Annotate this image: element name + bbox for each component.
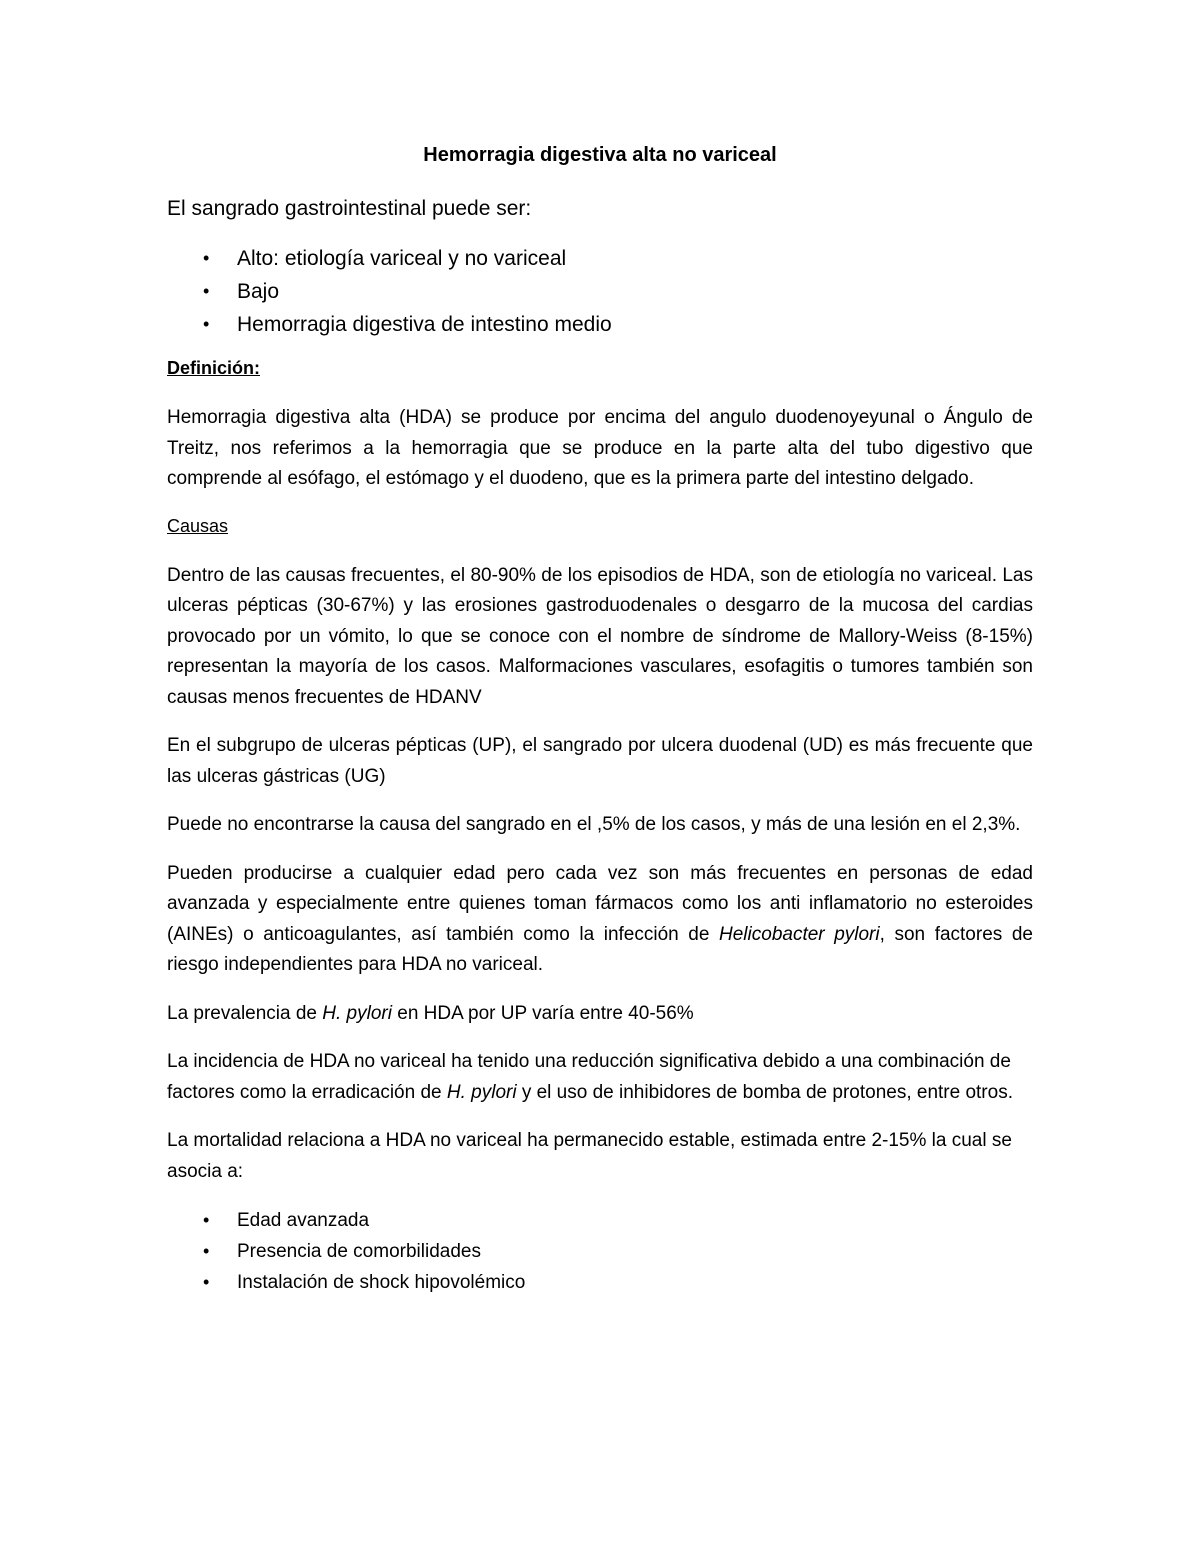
definition-heading: Definición: bbox=[167, 358, 260, 378]
list-item-text: Bajo bbox=[237, 280, 280, 303]
causes-paragraph-6 bbox=[167, 1047, 1033, 1108]
paragraph-text: y el uso de inhibidores de bomba de protones, entre otros. bbox=[516, 1081, 1013, 1103]
causes-heading: Causas bbox=[167, 515, 229, 536]
definition-paragraph: Hemorragia digestiva alta (HDA) se produce por encima del angulo duodenoyeyunal o Ángulo de Treitz, nos referimos a la hemorragia que se produce en la parte alta del tubo digestivo que comprende al esófago, el estómago y el duodeno, que es la primera parte del intestino delgado. bbox=[167, 407, 1033, 489]
list-item bbox=[167, 1205, 1033, 1236]
list-item bbox=[167, 242, 1033, 275]
document-content bbox=[167, 140, 1033, 1312]
paragraph-text: en HDA por UP varía entre 40-56% bbox=[391, 1002, 694, 1024]
list-item-text: Alto: etiología variceal y no variceal bbox=[237, 247, 567, 270]
italic-species-name: Helicobacter pylori bbox=[719, 923, 880, 945]
paragraph-text: La incidencia de HDA no variceal ha tenido una reducción significativa debido a una combinación de factores como la erradicación de bbox=[167, 1051, 1011, 1103]
intro-bullet-list bbox=[167, 242, 1033, 341]
italic-species-name: H. pylori bbox=[446, 1081, 517, 1103]
paragraph-text: , son factores de riesgo independientes para HDA no variceal. bbox=[167, 923, 1033, 975]
intro-text: El sangrado gastrointestinal puede ser: bbox=[167, 197, 532, 220]
list-item bbox=[167, 275, 1033, 308]
bullet-icon: • bbox=[203, 281, 210, 301]
bullet-icon: • bbox=[203, 1210, 210, 1230]
causes-paragraph-7: La mortalidad relaciona a HDA no variceal ha permanecido estable, estimada entre 2-15% la cual se asocia a: bbox=[167, 1130, 1012, 1182]
document-title: Hemorragia digestiva alta no variceal bbox=[423, 144, 777, 166]
causes-paragraph-3: Puede no encontrarse la causa del sangrado en el ,5% de los casos, y más de una lesión en el 2,3%. bbox=[167, 814, 1021, 835]
list-item bbox=[167, 1236, 1033, 1267]
list-item-text: Instalación de shock hipovolémico bbox=[237, 1272, 526, 1293]
list-item bbox=[167, 308, 1033, 341]
bullet-icon: • bbox=[203, 314, 210, 334]
list-item-text: Edad avanzada bbox=[237, 1210, 370, 1231]
mortality-bullet-list bbox=[167, 1205, 1033, 1298]
list-item bbox=[167, 1267, 1033, 1298]
causes-paragraph-2: En el subgrupo de ulceras pépticas (UP), el sangrado por ulcera duodenal (UD) es más frecuente que las ulceras gástricas (UG) bbox=[167, 735, 1033, 787]
causes-paragraph-5 bbox=[167, 999, 1033, 1030]
bullet-icon: • bbox=[203, 1241, 210, 1261]
causes-paragraph-4 bbox=[167, 859, 1033, 981]
italic-species-name: H. pylori bbox=[322, 1002, 392, 1024]
bullet-icon: • bbox=[203, 248, 210, 268]
list-item-text: Hemorragia digestiva de intestino medio bbox=[237, 313, 612, 336]
list-item-text: Presencia de comorbilidades bbox=[237, 1241, 481, 1262]
paragraph-text: Pueden producirse a cualquier edad pero cada vez son más frecuentes en personas de edad avanzada y especialmente entre quienes toman fármacos como los anti inflamatorio no esteroides (AINEs) o anticoagulantes, así también como la infección de bbox=[167, 862, 1033, 945]
bullet-icon: • bbox=[203, 1272, 210, 1292]
causes-paragraph-1: Dentro de las causas frecuentes, el 80-90% de los episodios de HDA, son de etiología no variceal. Las ulceras pépticas (30-67%) y las erosiones gastroduodenales o desgarro de la mucosa del cardias provocado por un vómito, lo que se conoce con el nombre de síndrome de Mallory-Weiss (8-15%) representan la mayoría de los casos. Malformaciones vasculares, esofagitis o tumores también son causas menos frecuentes de HDANV bbox=[167, 564, 1033, 708]
paragraph-text: La prevalencia de bbox=[167, 1002, 323, 1024]
